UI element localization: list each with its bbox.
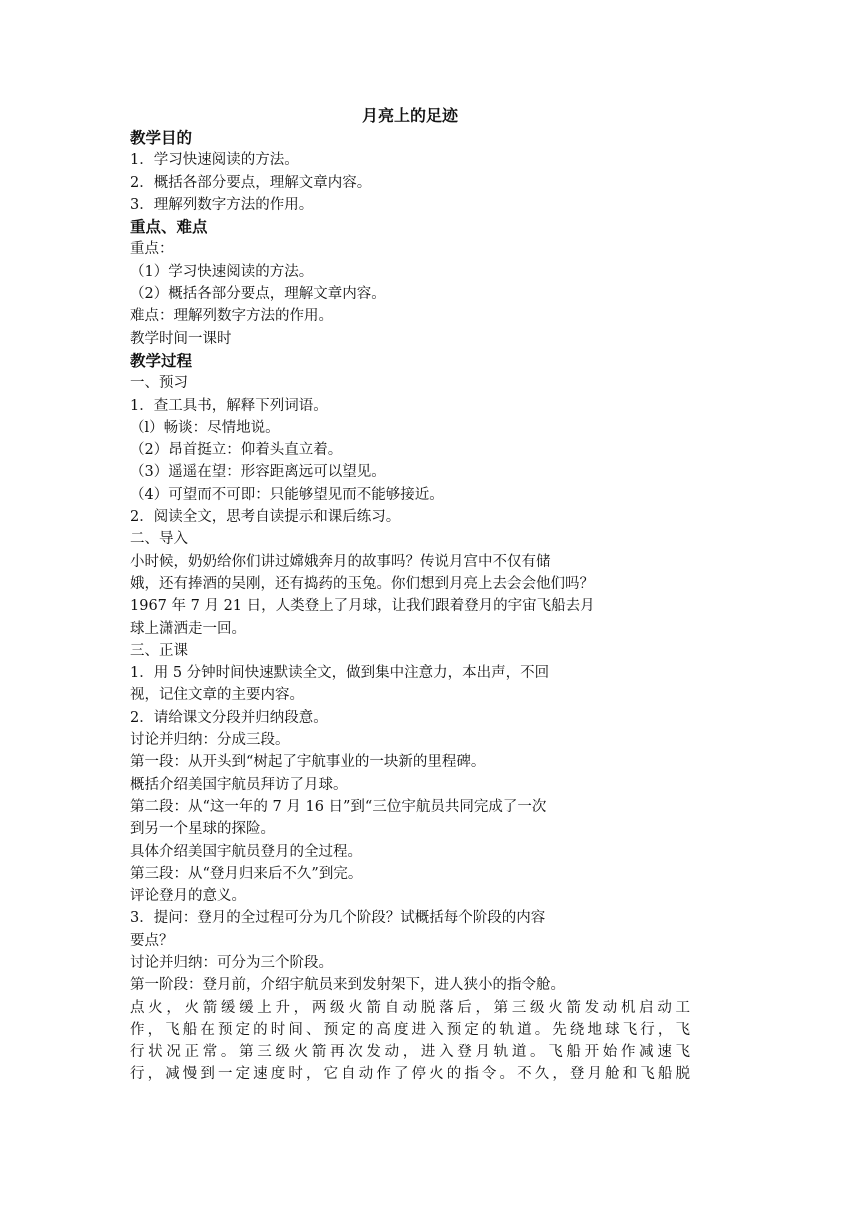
text-line: 2．请给课文分段并归纳段意。 — [130, 709, 328, 726]
text-line: （l）畅谈：尽情地说。 — [130, 419, 280, 436]
text-line: 评论登月的意义。 — [130, 888, 246, 905]
text-line: 要点？ — [130, 932, 174, 949]
text-line: 2．阅读全文，思考自读提示和课后练习。 — [130, 509, 401, 526]
text-line: 点火，火箭缓缓上升，两级火箭自动脱落后，第三级火箭发动机启动工 — [130, 999, 690, 1016]
text-line: 教学时间一课时 — [130, 330, 232, 347]
text-line: 娥，还有捧酒的吴刚，还有捣药的玉兔。你们想到月亮上去会会他们吗？ — [130, 575, 594, 592]
document-title: 月亮上的足迹 — [361, 106, 458, 125]
text-line: 第一阶段：登月前，介绍宇航员来到发射架下，进人狭小的指令舱。 — [130, 977, 565, 994]
text-line: 二、导入 — [130, 531, 188, 548]
text-line: 重点： — [130, 241, 174, 258]
text-line: 一、预习 — [130, 375, 188, 392]
text-line: 第一段：从开头到“树起了宇航事业的一块新的里程碑。 — [130, 754, 486, 771]
text-line: 难点：理解列数字方法的作用。 — [130, 308, 333, 325]
text-line: 具体介绍美国宇航员登月的全过程。 — [130, 843, 362, 860]
text-line: 3．提问：登月的全过程可分为几个阶段？试概括每个阶段的内容 — [130, 910, 546, 927]
text-line: 到另一个星球的探险。 — [130, 821, 275, 838]
text-line: （2）概括各部分要点，理解文章内容。 — [130, 286, 386, 303]
text-line: 小时候，奶奶给你们讲过嫦娥奔月的故事吗？传说月宫中不仅有储 — [130, 553, 551, 570]
text-line: （3）遥遥在望：形容距离远可以望见。 — [130, 464, 386, 481]
text-line: 第三段：从“登月归来后不久”到完。 — [130, 865, 363, 882]
text-line: 视，记住文章的主要内容。 — [130, 687, 304, 704]
document-body — [130, 127, 690, 1086]
section-heading: 重点、难点 — [130, 217, 208, 237]
text-line: 球上潇洒走一回。 — [130, 620, 246, 637]
text-line: 讨论并归纳：分成三段。 — [130, 732, 290, 749]
text-line: 第二段：从“这一年的 7 月 16 日”到“三位宇航员共同完成了一次 — [130, 798, 547, 815]
text-line: 1．学习快速阅读的方法。 — [130, 152, 299, 169]
text-line: 概括介绍美国宇航员拜访了月球。 — [130, 776, 348, 793]
text-line: 1967 年 7 月 21 日，人类登上了月球，让我们跟着登月的宇宙飞船去月 — [130, 598, 595, 615]
text-line: 3．理解列数字方法的作用。 — [130, 196, 314, 213]
text-line: 1．用 5 分钟时间快速默读全文，做到集中注意力，本出声，不回 — [130, 665, 550, 682]
text-line: 1．查工具书，解释下列词语。 — [130, 397, 328, 414]
document-page — [130, 104, 690, 1086]
text-line: 作，飞船在预定的时间、预定的高度进入预定的轨道。先绕地球飞行，飞 — [130, 1021, 690, 1038]
section-heading: 教学过程 — [130, 350, 193, 370]
text-line: （2）昂首挺立：仰着头直立着。 — [130, 442, 343, 459]
section-heading: 教学目的 — [130, 128, 193, 147]
text-line: （1）学习快速阅读的方法。 — [130, 263, 314, 280]
text-line: （4）可望而不可即：只能够望见而不能够接近。 — [130, 486, 444, 503]
text-line: 三、正课 — [130, 642, 188, 659]
text-line: 行，减慢到一定速度时，它自动作了停火的指令。不久，登月舱和飞船脱 — [130, 1066, 690, 1083]
text-line: 2．概括各部分要点，理解文章内容。 — [130, 174, 372, 191]
text-line: 行状况正常。第三级火箭再次发动，进入登月轨道。飞船开始作减速飞 — [130, 1044, 690, 1061]
text-line: 讨论并归纳：可分为三个阶段。 — [130, 954, 333, 971]
